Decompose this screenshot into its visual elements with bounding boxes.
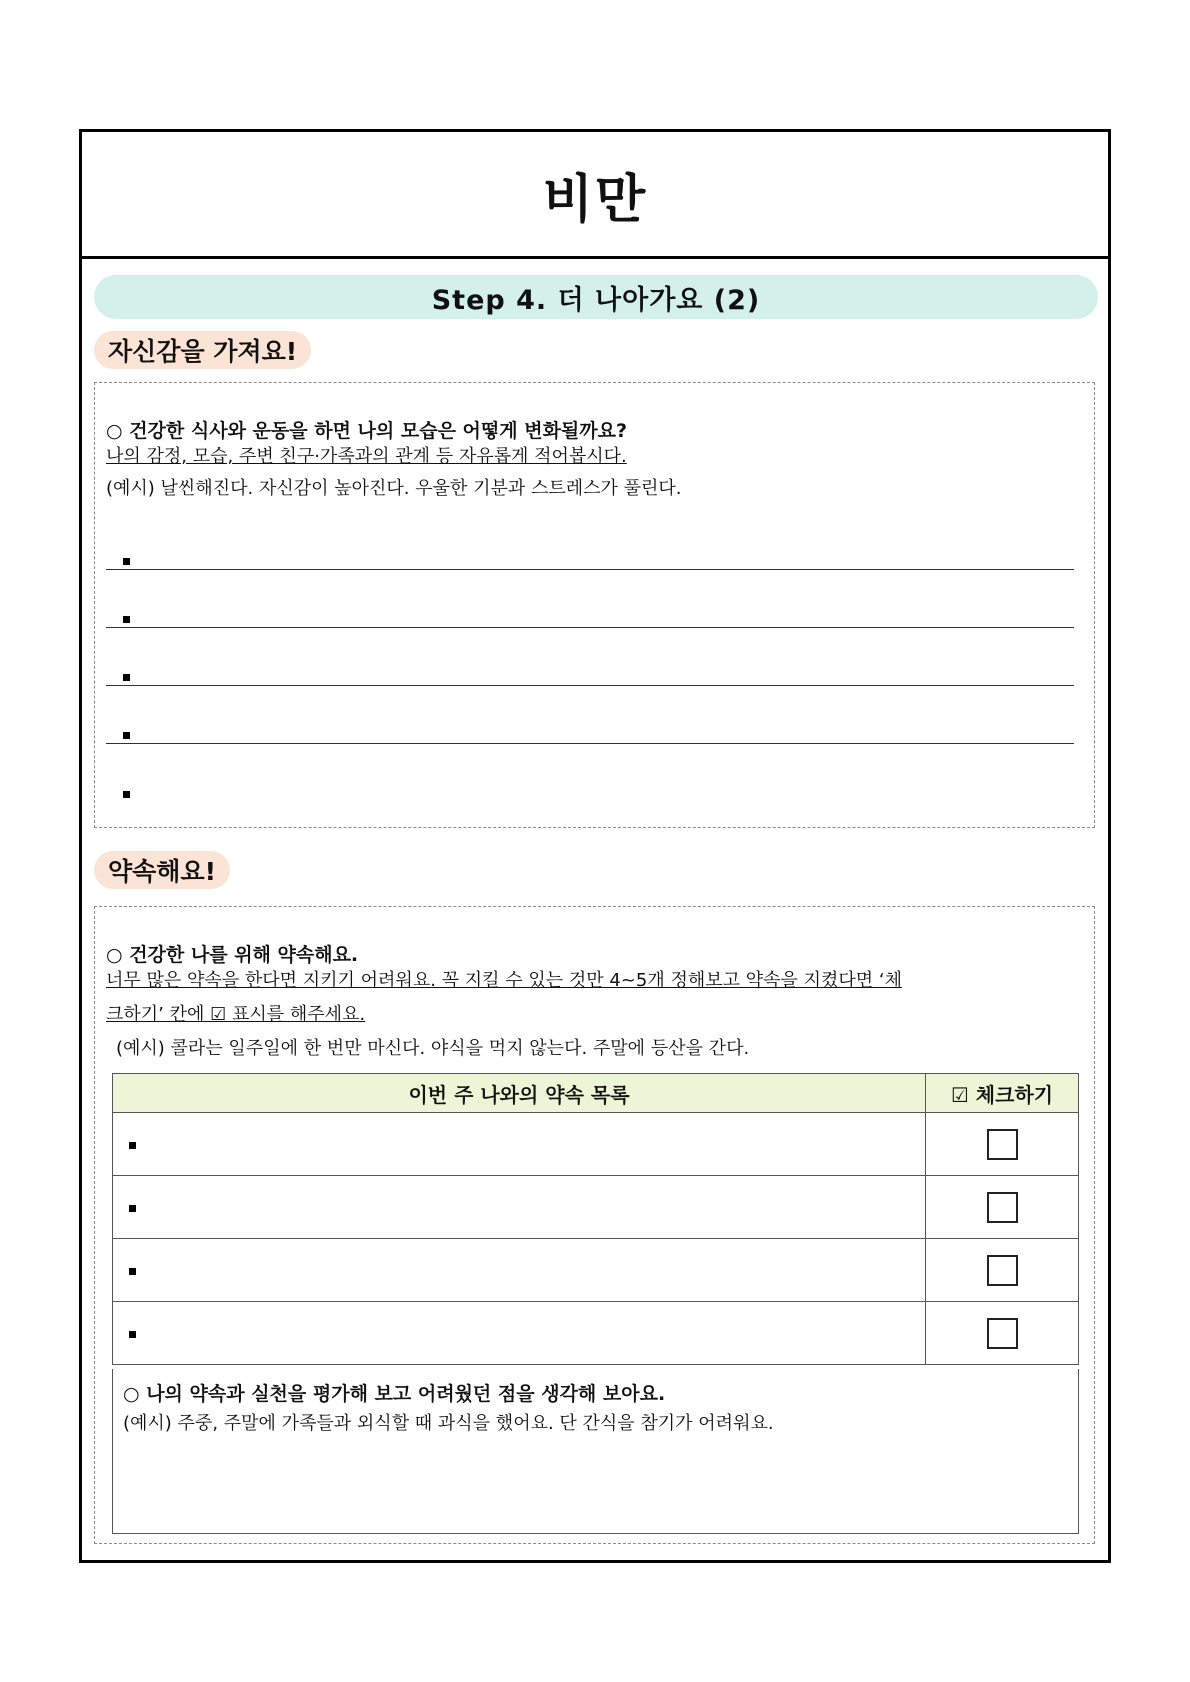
column-header-check: ☑ 체크하기 <box>926 1074 1079 1113</box>
table-row <box>113 1302 1079 1365</box>
section2-example: (예시) 콜라는 일주일에 한 번만 마신다. 야식을 먹지 않는다. 주말에 등산을 간다. <box>116 1038 750 1059</box>
section2-instruction-line1: 너무 많은 약속을 한다면 지키기 어려워요. 꼭 지킬 수 있는 것만 4~5개 정해보고 약속을 지켰다면 ‘체 <box>106 970 902 991</box>
evaluation-box[interactable] <box>112 1369 1079 1534</box>
answer-line-5[interactable] <box>106 744 1074 802</box>
section2-heading: 약속해요! <box>94 851 230 889</box>
check-cell <box>926 1176 1079 1239</box>
table-row <box>113 1113 1079 1176</box>
checkbox[interactable] <box>987 1192 1018 1223</box>
section2-instruction-line2: 크하기’ 칸에 ☑ 표시를 해주세요. <box>106 1004 366 1025</box>
bullet-icon <box>123 616 130 623</box>
section1-question: ○ 건강한 식사와 운동을 하면 나의 모습은 어떻게 변화될까요? <box>106 420 628 442</box>
bullet-icon <box>123 732 130 739</box>
section1-heading: 자신감을 가져요! <box>94 331 311 369</box>
evaluation-example: (예시) 주중, 주말에 가족들과 외식할 때 과식을 했어요. 단 간식을 참기가 어려워요. <box>123 1413 774 1434</box>
promise-cell[interactable] <box>113 1302 926 1365</box>
bullet-icon <box>123 791 130 798</box>
bullet-icon <box>129 1331 136 1338</box>
promise-cell[interactable] <box>113 1176 926 1239</box>
bullet-icon <box>123 558 130 565</box>
evaluation-question: ○ 나의 약속과 실천을 평가해 보고 어려웠던 점을 생각해 보아요. <box>123 1383 666 1405</box>
bullet-icon <box>123 674 130 681</box>
check-cell <box>926 1113 1079 1176</box>
bullet-icon <box>129 1142 136 1149</box>
title-box <box>82 132 1108 259</box>
promise-cell[interactable] <box>113 1113 926 1176</box>
bullet-icon <box>129 1268 136 1275</box>
check-cell <box>926 1239 1079 1302</box>
page-title: 비만 <box>542 168 648 230</box>
checkbox[interactable] <box>987 1318 1018 1349</box>
section1-box <box>94 382 1095 828</box>
check-cell <box>926 1302 1079 1365</box>
table-header-row <box>113 1074 1079 1113</box>
answer-line-4[interactable] <box>106 686 1074 744</box>
section2-question: ○ 건강한 나를 위해 약속해요. <box>106 944 359 966</box>
checkbox[interactable] <box>987 1129 1018 1160</box>
checkbox[interactable] <box>987 1255 1018 1286</box>
answer-line-3[interactable] <box>106 628 1074 686</box>
step-heading: Step 4. 더 나아가요 (2) <box>94 275 1098 319</box>
column-header-promises: 이번 주 나와의 약속 목록 <box>113 1074 926 1113</box>
section1-example: (예시) 날씬해진다. 자신감이 높아진다. 우울한 기분과 스트레스가 풀린다. <box>106 478 682 499</box>
section2-box <box>94 906 1095 1544</box>
answer-line-2[interactable] <box>106 570 1074 628</box>
promise-cell[interactable] <box>113 1239 926 1302</box>
bullet-icon <box>129 1205 136 1212</box>
worksheet-frame <box>79 129 1111 1563</box>
table-row <box>113 1176 1079 1239</box>
table-row <box>113 1239 1079 1302</box>
section1-instruction: 나의 감정, 모습, 주변 친구·가족과의 관계 등 자유롭게 적어봅시다. <box>106 446 627 467</box>
promise-table <box>112 1073 1079 1365</box>
answer-line-1[interactable] <box>106 512 1074 570</box>
